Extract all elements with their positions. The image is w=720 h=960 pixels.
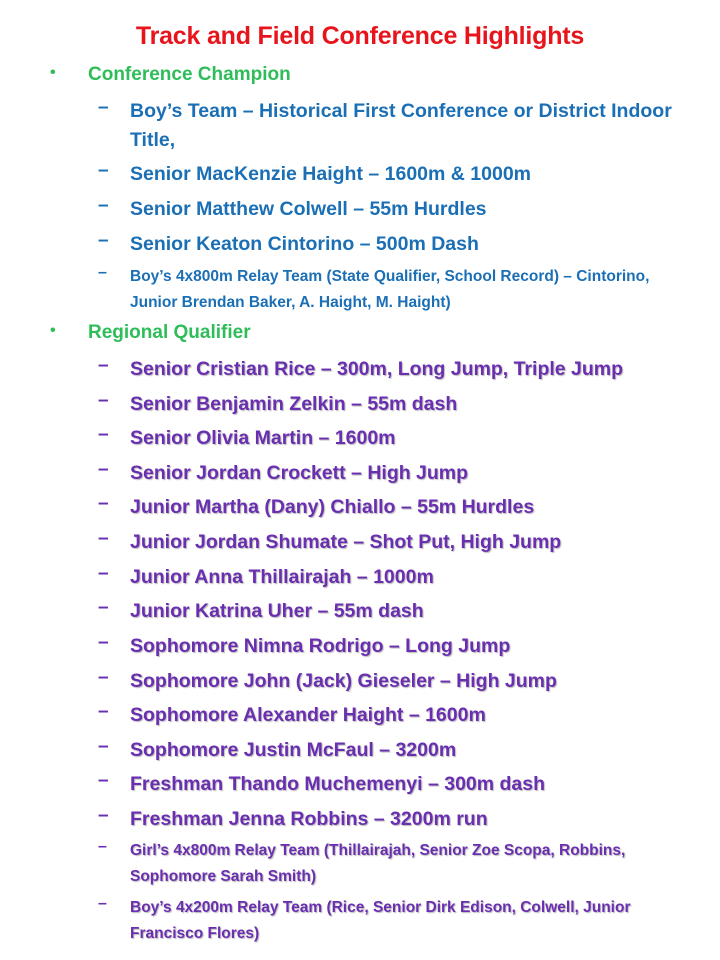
dash-icon: –	[98, 632, 109, 653]
dash-icon: –	[98, 355, 109, 376]
dash-icon: –	[98, 160, 109, 181]
dash-icon: –	[98, 838, 107, 855]
dash-icon: –	[98, 736, 109, 757]
dash-icon: –	[98, 528, 109, 549]
dash-icon: –	[98, 264, 107, 281]
dash-icon: –	[98, 459, 109, 480]
dash-icon: –	[98, 424, 109, 445]
dash-icon: –	[98, 230, 109, 251]
dash-icon: –	[98, 805, 109, 826]
dash-icon: –	[98, 390, 109, 411]
dash-icon: –	[98, 895, 107, 912]
dash-icon: –	[98, 667, 109, 688]
dash-icon: –	[98, 563, 109, 584]
bullet-icon: •	[50, 322, 56, 339]
dash-icon: –	[98, 770, 109, 791]
dash-icon: –	[98, 493, 109, 514]
dash-icon: –	[98, 97, 109, 118]
bullet-icon: •	[50, 64, 56, 81]
page-title: Track and Field Conference Highlights	[135, 22, 585, 50]
dash-icon: –	[98, 701, 109, 722]
dash-icon: –	[98, 195, 109, 216]
dash-icon: –	[98, 597, 109, 618]
